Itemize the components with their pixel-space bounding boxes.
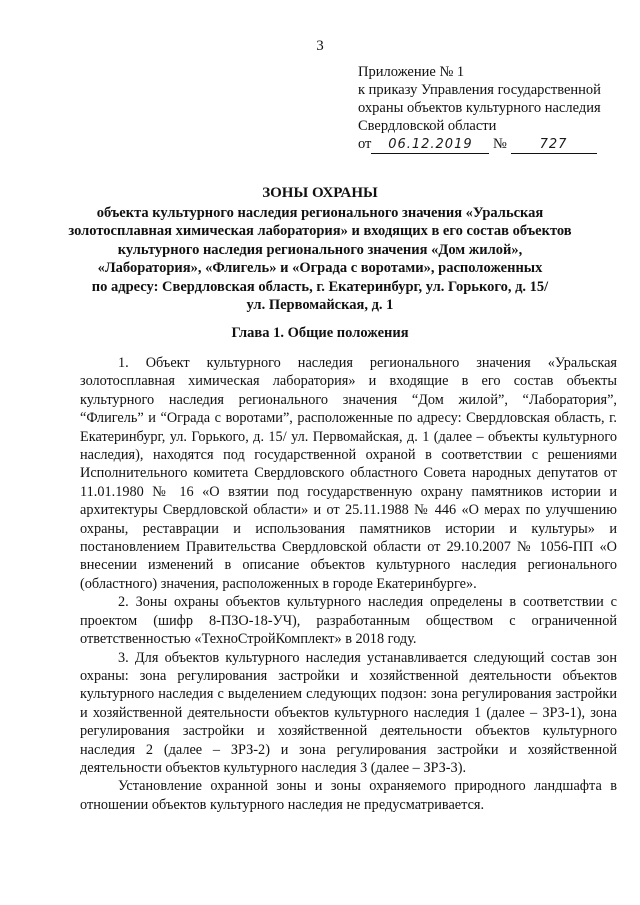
appendix-line: Приложение № 1 [358,64,465,80]
title-line: по адресу: Свердловская область, г. Екатеринбург, ул. Горького, д. 15/ [91,278,549,295]
title-line: культурного наследия регионального значения «Дом жилой», [117,241,523,258]
document-title [40,184,600,315]
document-body [80,354,617,814]
appendix-line: Свердловской области [358,118,497,134]
appendix-header [358,63,628,154]
title-line: объекта культурного наследия регионального значения «Уральская [96,204,544,221]
title-line: золотосплавная химическая лаборатория» и входящих в его состав объектов [68,223,572,239]
paragraph: Установление охранной зоны и зоны охраняемого природного ландшафта в отношении объектов культурного наследия не предусматривается. [80,778,617,813]
handwritten-order-number: 727 [511,137,597,154]
chapter-heading: Глава 1. Общие положения [231,325,409,341]
paragraph: 2. Зоны охраны объектов культурного наследия определены в соответствии с проектом (шифр 8-ПЗО-18-УЧ), разработанным обществом с ограниченной ответственностью «ТехноСтройКомплект» в 2018 году. [80,594,617,648]
title-main: ЗОНЫ ОХРАНЫ [262,185,378,201]
paragraph: 1. Объект культурного наследия регионального значения «Уральская золотосплавная химическая лаборатория» и входящие в его состав объекты культурного наследия регионального значения “Дом жилой”, “Лаборатория”, “Флигель” и “Ограда с воротами”, расположенные по адресу: Свердловская область, г. Екатеринбург, ул. Горького, д. 15/ ул. Первомайская, д. 1 (далее – объекты культурного наследия), находятся под государственной охраной в соответствии с решениями Исполнительного комитета Свердловского областного Совета народных депутатов от 11.01.1980 № 16 «О взятии под государственную охрану памятников истории и архитектуры Свердловской области» и от 25.11.1988 № 446 «О мерах по улучшению охраны, реставрации и использования памятников истории и культуры» и постановлением Правительства Свердловской области от 29.10.2007 № 1056-ПП «О внесении изменений в описание объектов культурного наследия регионального (областного) значения, расположенных в городе Екатеринбурге». [80,355,617,592]
order-date-number-row [358,135,628,154]
title-line: ул. Первомайская, д. 1 [246,297,394,313]
paragraph: 3. Для объектов культурного наследия устанавливается следующий состав зон охраны: зона регулирования застройки и хозяйственной деятельности объектов культурного наследия с выделением следующих подзон: зона регулирования застройки и хозяйственной деятельности объектов культурного наследия 1 (далее – ЗРЗ-1), зона регулирования застройки и хозяйственной деятельности объектов культурного наследия 2 (далее – ЗРЗ-2) и зона регулирования застройки и хозяйственной деятельности объектов культурного наследия 3 (далее – ЗРЗ-3). [80,649,617,776]
page-number: 3 [316,38,324,54]
handwritten-date: 06.12.2019 [371,137,489,154]
number-prefix: № [493,136,507,152]
appendix-line: охраны объектов культурного наследия [358,100,601,116]
title-line: «Лаборатория», «Флигель» и «Ограда с воротами», расположенных [97,260,543,276]
appendix-line: к приказу Управления государственной [358,82,601,98]
date-prefix: от [358,136,372,152]
